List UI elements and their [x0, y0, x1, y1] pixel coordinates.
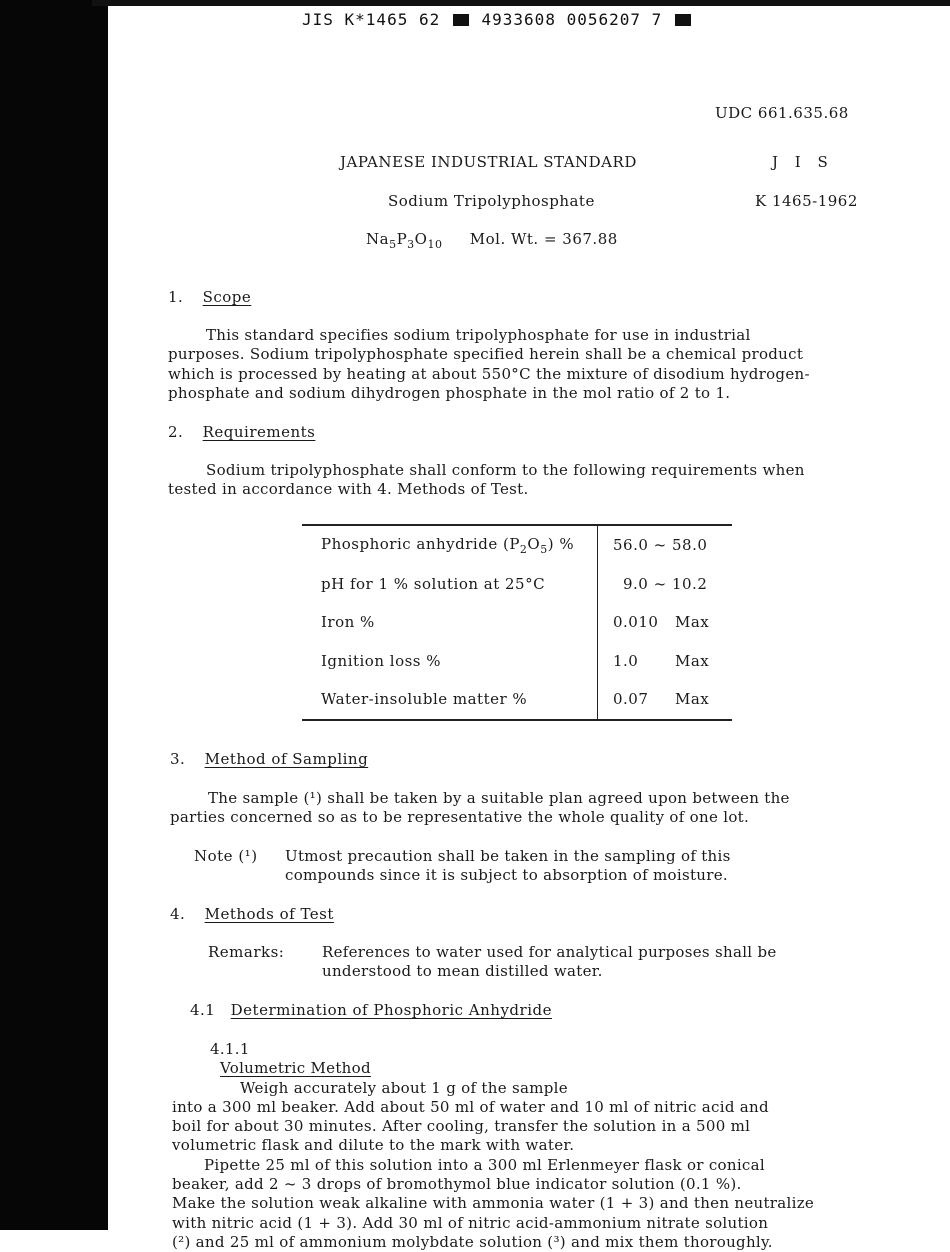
requirement-value: 56.0 ~ 58.0 [613, 536, 708, 555]
section-4-1-heading: 4.1 Determination of Phosphoric Anhydride [190, 1001, 552, 1019]
formula: $Na_5P_3O_{10}$ [366, 230, 443, 251]
mol-weight: Mol. Wt. = 367.88 [469, 230, 618, 248]
requirement-name: Iron % [302, 603, 598, 642]
block-mark [453, 14, 469, 26]
formula-line [366, 230, 618, 251]
section-3-heading: 3. Method of Sampling [170, 750, 369, 768]
scan-edge [0, 0, 108, 1230]
requirement-name: pH for 1 % solution at 25°C [302, 565, 598, 604]
product-name: Sodium Tripolyphosphate [388, 192, 595, 210]
table-row [302, 565, 732, 604]
section-4-heading: 4. Methods of Test [170, 905, 334, 923]
requirement-value: 0.07 Max [613, 690, 710, 709]
table-row [302, 642, 732, 681]
scan-top-edge [92, 0, 950, 6]
section-1-heading: 1. Scope [168, 288, 252, 306]
header-code-line [302, 10, 693, 29]
requirement-value: 1.0 Max [613, 651, 710, 670]
jis-label: J I S [772, 153, 834, 171]
sampling-paragraph: The sample (¹) shall be taken by a suitable plan agreed upon between the parties concerned so as to be representative the whole quality of one lot. [170, 789, 790, 827]
header-code2: 4933608 0056207 7 [481, 10, 663, 29]
table-row [302, 525, 732, 565]
block-mark [675, 14, 691, 26]
table-row [302, 603, 732, 642]
remarks-label: Remarks: [208, 943, 285, 961]
requirements-paragraph: Sodium tripolyphosphate shall conform to the following requirements when tested in accordance with 4. Methods of Test. [168, 461, 805, 499]
udc-number: UDC 661.635.68 [715, 104, 849, 122]
note-text: Utmost precaution shall be taken in the sampling of this compounds since it is subject to absorption of moisture. [285, 847, 731, 885]
note-label: Note (¹) [194, 847, 258, 865]
remarks-text: References to water used for analytical purposes shall be understood to mean distilled water. [322, 943, 777, 981]
requirement-name: Phosphoric anhydride $(P_2O_5)$ % [302, 525, 598, 565]
requirement-name: Ignition loss % [302, 642, 598, 681]
table-row [302, 680, 732, 720]
requirements-table [302, 524, 732, 721]
scope-paragraph: This standard specifies sodium tripolyphosphate for use in industrial purposes. Sodium tripolyphosphate specified herein shall be a chemical product which is processed by heating at about 550°C the mixture of disodium hydrogen- phosphate and sodium dihydrogen phosphate in the mol ratio of 2 to 1. [168, 326, 810, 402]
requirement-name: Water-insoluble matter % [302, 680, 598, 720]
header-code: JIS K*1465 62 [302, 10, 441, 29]
standard-name: JAPANESE INDUSTRIAL STANDARD [340, 153, 637, 171]
section-4-1-1-heading: 4.1.1 Volumetric Method Weigh accurately about 1 g of the sample [210, 1040, 568, 1097]
standard-number: K 1465-1962 [755, 192, 858, 210]
volumetric-method-paragraph: 4.1.1 Volumetric Method Weigh accurately about 1 g of the sample into a 300 ml beaker. Add about 50 ml of water and 10 ml of nitric acid and boil for about 30 minutes. After cooling, transfer the solution in a 500 ml volumetric flask and dilute to the mark with water. Pipette 25 ml of this solution into a 300 ml Erlenmeyer flask or conical beaker, add 2 ~ 3 drops of bromothymol blue indicator solution (0.1 %). Make the solution weak alkaline with ammonia water (1 + 3) and then neutralize with nitric acid (1 + 3). Add 30 ml of nitric acid-ammonium nitrate solution (²) and 25 ml of ammonium molybdate solution (³) and mix them thoroughly. [172, 1040, 815, 1251]
requirement-value: 9.0 ~ 10.2 [623, 574, 708, 593]
section-2-heading: 2. Requirements [168, 423, 316, 441]
requirement-value: 0.010 Max [613, 613, 710, 632]
